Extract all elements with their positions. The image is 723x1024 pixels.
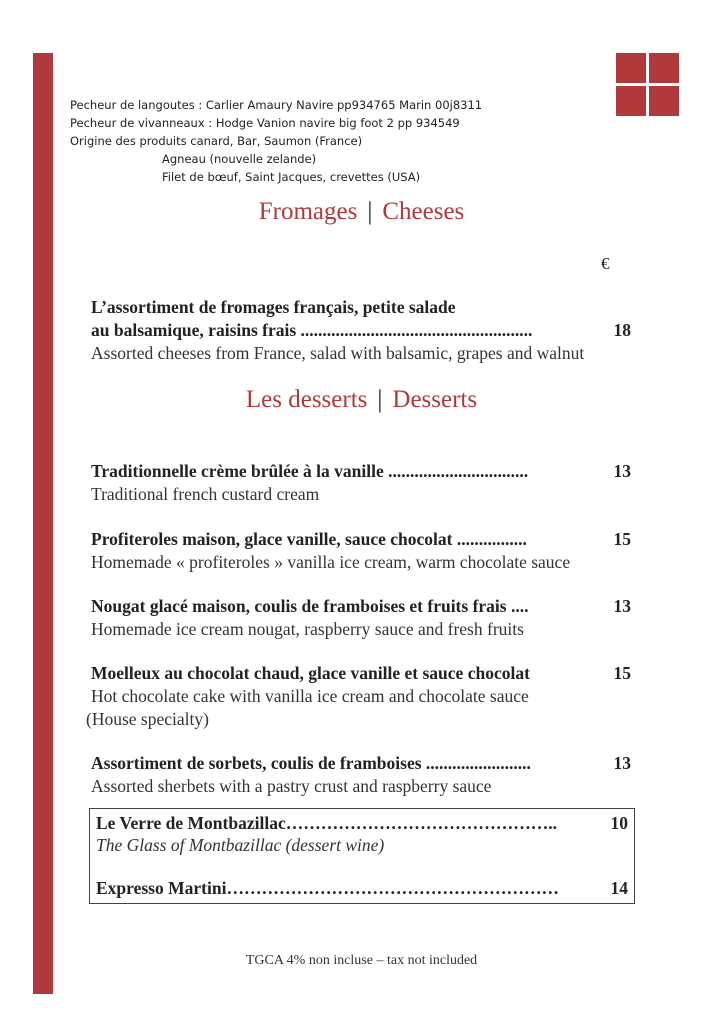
wine-name: Le Verre de Montbazillac……………………………………….. bbox=[96, 813, 557, 833]
wine-price: 10 bbox=[610, 813, 628, 833]
item-note: (House specialty) bbox=[86, 709, 209, 729]
wine-row bbox=[96, 812, 628, 835]
tax-footer: TGCA 4% non incluse – tax not included bbox=[245, 953, 478, 968]
heading-en: Cheeses bbox=[382, 198, 465, 225]
item-price: 15 bbox=[613, 663, 631, 683]
heading-fr: Les desserts bbox=[245, 386, 368, 413]
item-en-name: Homemade « profiteroles » vanilla ice cream, warm chocolate sauce bbox=[91, 552, 571, 572]
dessert-item bbox=[91, 528, 631, 574]
logo-square bbox=[616, 86, 646, 116]
item-price: 15 bbox=[613, 529, 631, 549]
producer-info bbox=[70, 96, 482, 186]
logo-squares bbox=[616, 53, 679, 116]
dessert-item bbox=[91, 460, 631, 506]
producer-line: Origine des produits canard, Bar, Saumon (France) bbox=[70, 134, 363, 148]
item-fr-name: L’assortiment de fromages français, petite salade bbox=[91, 297, 456, 317]
item-fr-name: au balsamique, raisins frais ..................................................... bbox=[91, 320, 533, 340]
producer-line: Filet de bœuf, Saint Jacques, crevettes (USA) bbox=[162, 170, 421, 184]
drinks-box bbox=[89, 808, 635, 904]
item-price: 13 bbox=[613, 461, 631, 481]
logo-square bbox=[616, 53, 646, 83]
item-fr-name: Traditionnelle crème brûlée à la vanille ................................ bbox=[91, 461, 529, 481]
item-fr-name: Profiteroles maison, glace vanille, sauce chocolat ................ bbox=[91, 529, 527, 549]
martini-row bbox=[96, 877, 628, 900]
currency-symbol: € bbox=[601, 254, 610, 273]
item-fr-name: Nougat glacé maison, coulis de framboises et fruits frais .... bbox=[91, 596, 529, 616]
item-price: 13 bbox=[613, 753, 631, 773]
item-en-name: Traditional french custard cream bbox=[91, 484, 320, 504]
martini-price: 14 bbox=[610, 878, 628, 898]
heading-fr: Fromages bbox=[258, 198, 358, 225]
logo-square bbox=[649, 86, 679, 116]
heading-separator: | bbox=[377, 386, 383, 413]
item-en-name: Assorted sherbets with a pastry crust and raspberry sauce bbox=[91, 776, 492, 796]
item-price: 18 bbox=[613, 320, 631, 340]
dessert-item bbox=[91, 595, 631, 641]
martini-name: Expresso Martini………………………………………………… bbox=[96, 878, 559, 898]
item-price: 13 bbox=[613, 596, 631, 616]
dessert-item bbox=[86, 662, 631, 731]
desserts-heading bbox=[0, 386, 723, 414]
item-fr-name: Moelleux au chocolat chaud, glace vanille et sauce chocolat bbox=[91, 663, 530, 683]
dessert-item bbox=[91, 752, 631, 798]
cheese-item bbox=[91, 296, 631, 365]
producer-line: Pecheur de vivanneaux : Hodge Vanion navire big foot 2 pp 934549 bbox=[70, 116, 460, 130]
cheeses-heading bbox=[0, 198, 723, 226]
item-en-name: Hot chocolate cake with vanilla ice cream and chocolate sauce bbox=[91, 686, 529, 706]
producer-line: Pecheur de langoutes : Carlier Amaury Navire pp934765 Marin 00j8311 bbox=[70, 98, 483, 112]
heading-separator: | bbox=[367, 198, 373, 225]
item-fr-name: Assortiment de sorbets, coulis de framboises ........................ bbox=[91, 753, 531, 773]
wine-description: The Glass of Montbazillac (dessert wine) bbox=[96, 835, 385, 855]
heading-en: Desserts bbox=[392, 386, 478, 413]
producer-line: Agneau (nouvelle zelande) bbox=[162, 152, 317, 166]
item-en-name: Homemade ice cream nougat, raspberry sauce and fresh fruits bbox=[91, 619, 524, 639]
item-en-name: Assorted cheeses from France, salad with balsamic, grapes and walnut bbox=[91, 343, 585, 363]
left-accent-bar bbox=[33, 53, 53, 994]
logo-square bbox=[649, 53, 679, 83]
